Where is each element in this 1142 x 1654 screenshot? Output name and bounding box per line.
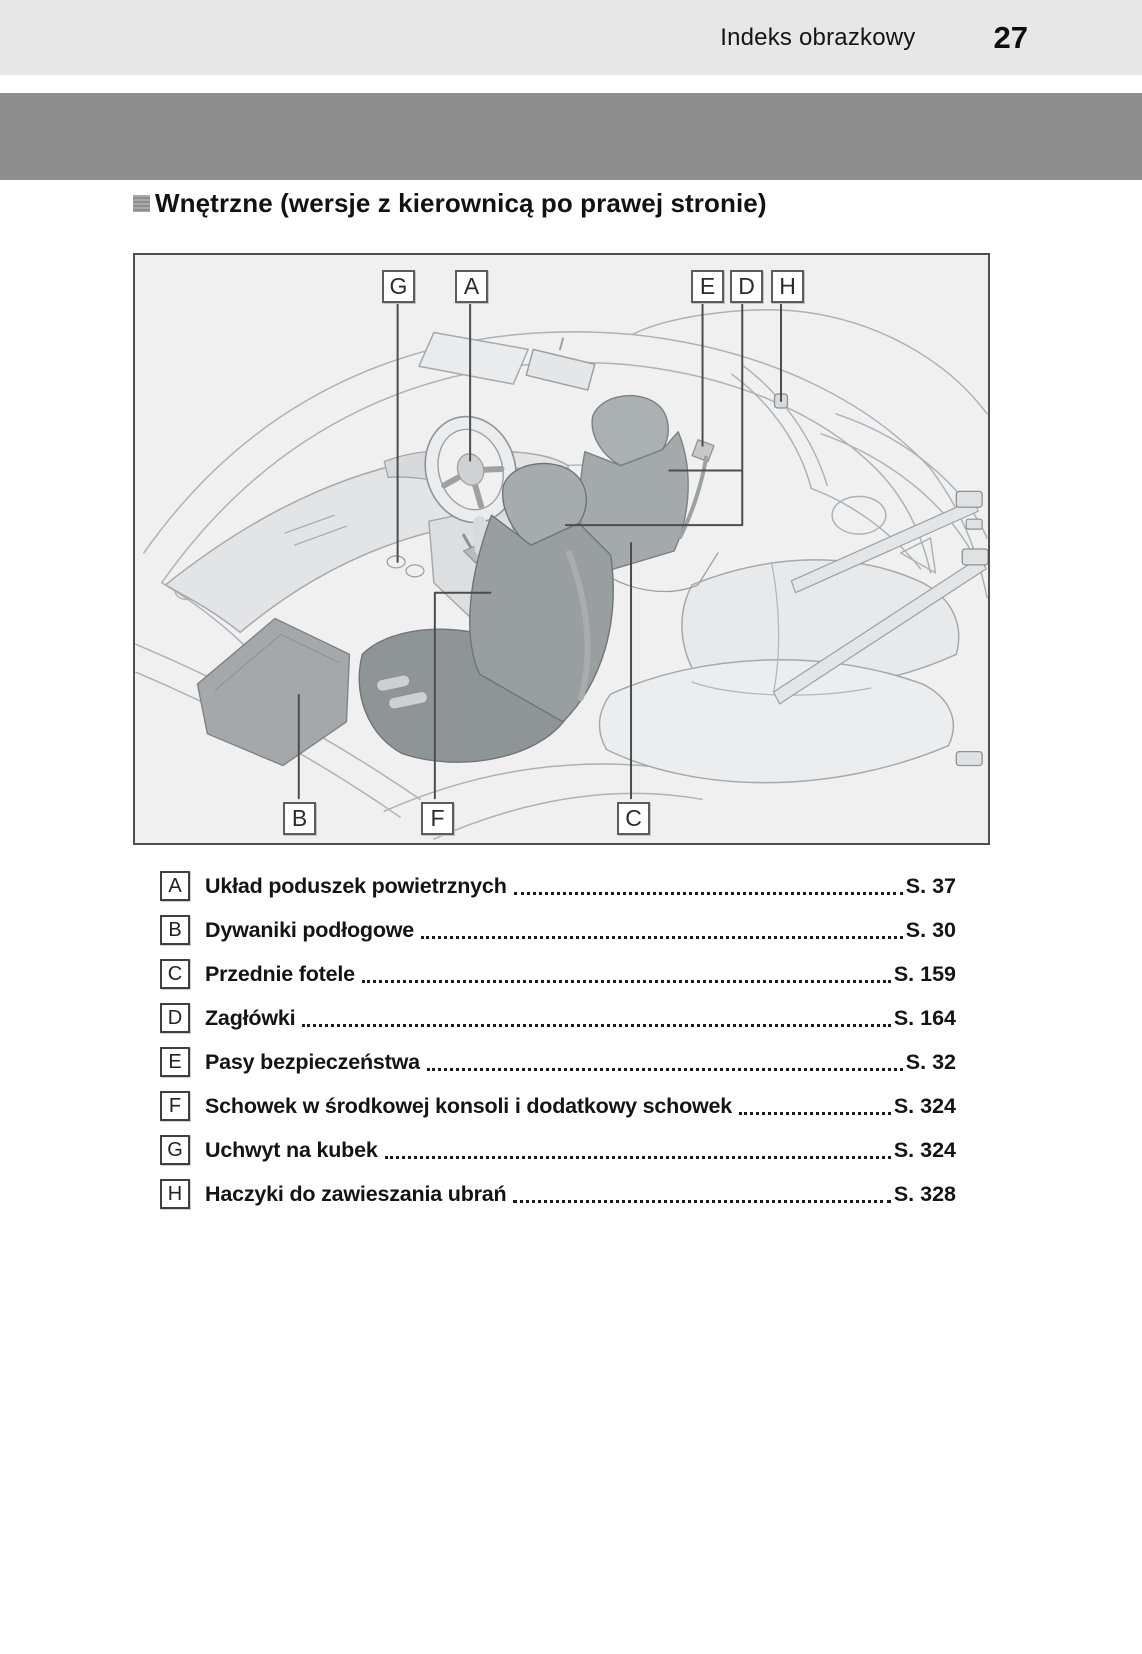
index-label: Schowek w środkowej konsoli i dodatkowy schowek <box>205 1093 733 1118</box>
callout-D: D <box>730 270 763 303</box>
index-item-H <box>160 1172 956 1216</box>
callout-C: C <box>617 802 650 835</box>
index-label: Zagłówki <box>205 1005 296 1030</box>
index-label: Pasy bezpieczeństwa <box>205 1049 420 1074</box>
index-page-ref: S. 32 <box>905 1049 956 1074</box>
leader-dots <box>427 1068 903 1071</box>
page-header <box>0 0 1142 75</box>
index-key-box: A <box>160 871 190 901</box>
leader-dots <box>362 980 891 983</box>
index-item-F <box>160 1084 956 1128</box>
interior-figure <box>133 253 990 845</box>
index-item-E <box>160 1040 956 1084</box>
index-page-ref: S. 324 <box>893 1093 956 1118</box>
section-bullet-icon <box>133 195 150 212</box>
index-item-B <box>160 908 956 952</box>
chapter-band <box>0 93 1142 180</box>
index-page-ref: S. 164 <box>893 1005 956 1030</box>
leader-dots <box>302 1024 890 1027</box>
index-page-ref: S. 159 <box>893 961 956 986</box>
leader-dots <box>513 1200 890 1203</box>
index-page-ref: S. 37 <box>905 873 956 898</box>
index-key-box: G <box>160 1135 190 1165</box>
index-item-A <box>160 864 956 908</box>
index-label: Uchwyt na kubek <box>205 1137 378 1162</box>
index-page-ref: S. 328 <box>893 1181 956 1206</box>
callout-F: F <box>421 802 454 835</box>
index-page-ref: S. 30 <box>905 917 956 942</box>
index-label: Dywaniki podłogowe <box>205 917 415 942</box>
index-label: Przednie fotele <box>205 961 355 986</box>
section-heading <box>133 186 767 220</box>
index-key-box: E <box>160 1047 190 1077</box>
section-title-text: Wnętrzne (wersje z kierownicą po prawej stronie) <box>155 187 767 218</box>
header-section-title: Indeks obrazkowy <box>720 23 916 51</box>
callout-A: A <box>455 270 488 303</box>
index-item-G <box>160 1128 956 1172</box>
index-key-box: F <box>160 1091 190 1121</box>
callout-B: B <box>283 802 316 835</box>
callout-G: G <box>382 270 415 303</box>
index-label: Układ poduszek powietrznych <box>205 873 507 898</box>
callout-H: H <box>771 270 804 303</box>
index-key-box: H <box>160 1179 190 1209</box>
header-page-number: 27 <box>993 19 1028 55</box>
leader-dots <box>739 1112 891 1115</box>
index-item-D <box>160 996 956 1040</box>
leader-dots <box>514 892 903 895</box>
leader-dots <box>421 936 903 939</box>
leader-dots <box>385 1156 891 1159</box>
index-key-box: B <box>160 915 190 945</box>
callout-E: E <box>691 270 724 303</box>
index-key-box: D <box>160 1003 190 1033</box>
pictorial-index-list <box>160 864 956 1216</box>
index-page-ref: S. 324 <box>893 1137 956 1162</box>
index-key-box: C <box>160 959 190 989</box>
index-label: Haczyki do zawieszania ubrań <box>205 1181 507 1206</box>
car-interior-illustration <box>135 255 988 843</box>
index-item-C <box>160 952 956 996</box>
